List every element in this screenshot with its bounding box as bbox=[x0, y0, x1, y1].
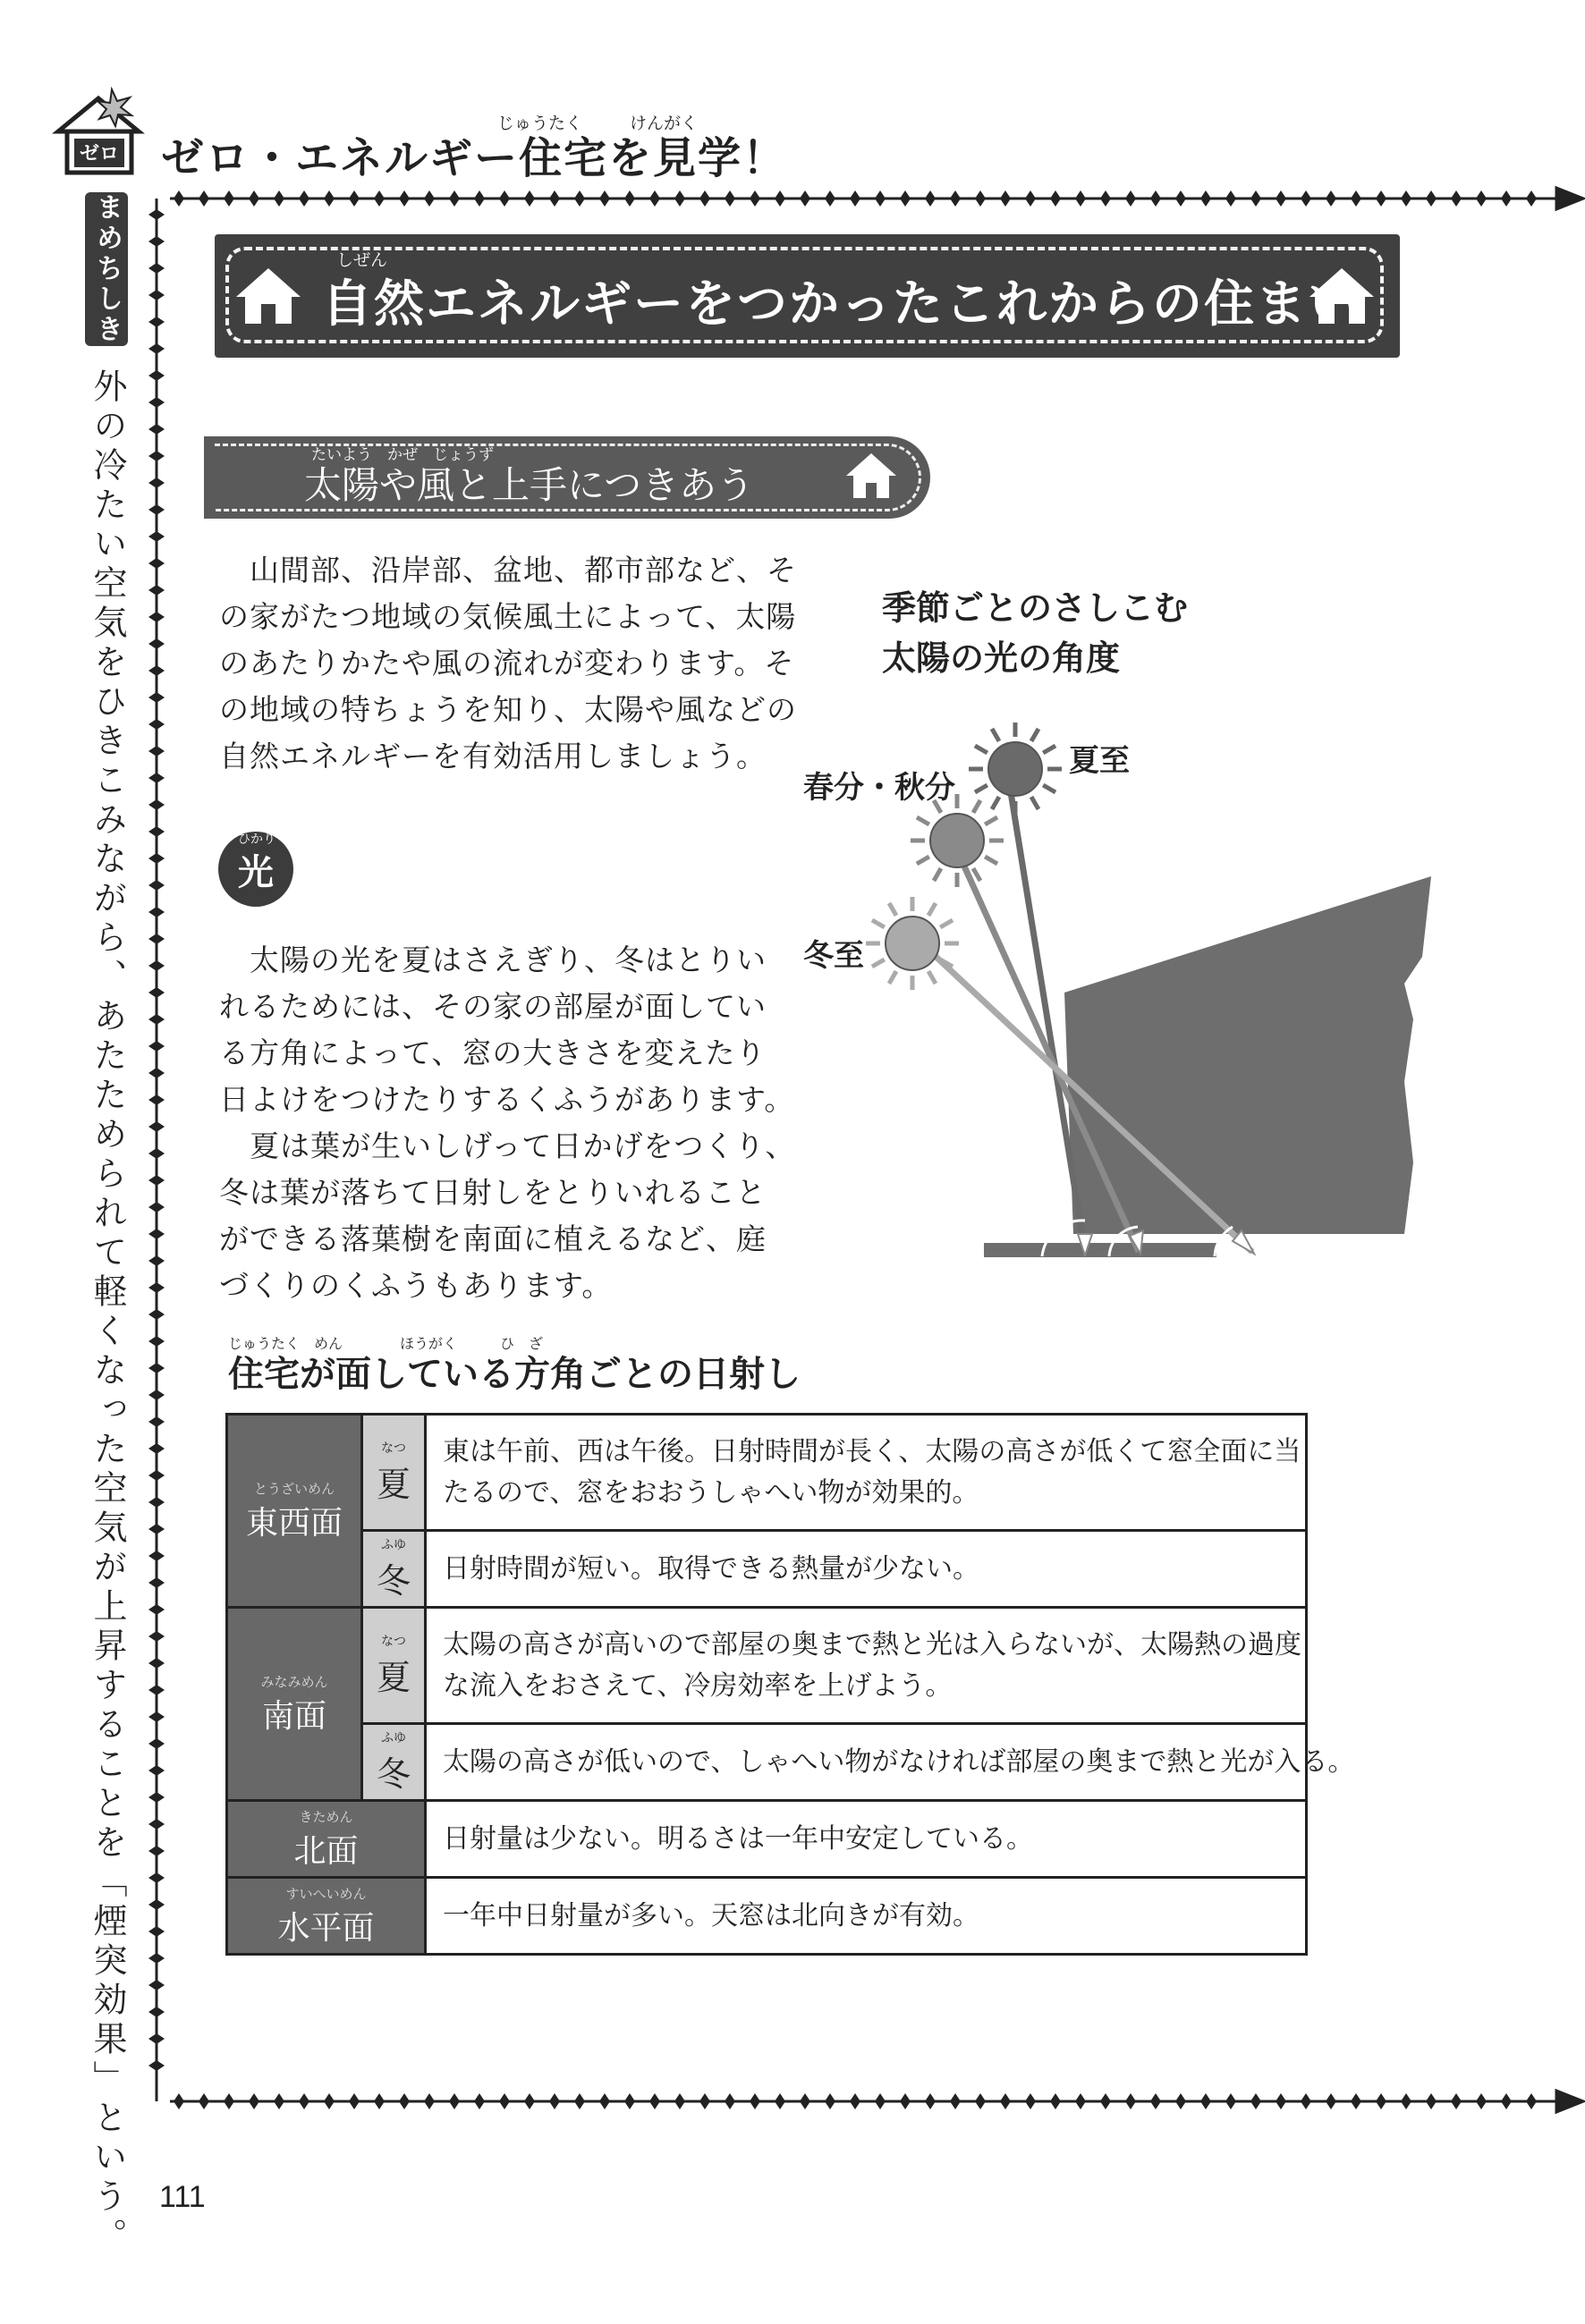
border-diamond bbox=[1050, 190, 1061, 207]
description-cell: 東は午前、西は午後。日射時間が長く、太陽の高さが低くて窓全面に当 たるので、窓をおおうしゃへい物が効果的。 bbox=[426, 1415, 1307, 1531]
season-cell-winter: ふゆ 冬 bbox=[362, 1724, 426, 1801]
border-diamond bbox=[549, 190, 560, 207]
border-diamond bbox=[1225, 2093, 1236, 2109]
border-diamond bbox=[925, 190, 936, 207]
border-diamond bbox=[1200, 2093, 1211, 2109]
table-row bbox=[227, 1531, 1307, 1608]
border-diamond bbox=[1050, 2093, 1061, 2109]
header-badge: ゼロ bbox=[79, 143, 120, 165]
light-line: 太陽の光を夏はさえぎり、冬はとりい bbox=[219, 942, 767, 977]
border-diamond bbox=[148, 2060, 165, 2071]
border-diamond bbox=[624, 2093, 635, 2109]
sun-ray bbox=[917, 857, 929, 864]
mamechishiki-tag: まめちしき bbox=[85, 192, 128, 346]
border-diamond bbox=[148, 692, 165, 703]
border-diamond bbox=[900, 190, 911, 207]
border-diamond bbox=[249, 190, 259, 207]
border-diamond bbox=[148, 1497, 165, 1508]
sun-ray bbox=[985, 817, 997, 824]
intro-line: の地域の特ちょうを知り、太陽や風などの bbox=[219, 692, 797, 727]
border-diamond bbox=[499, 2093, 510, 2109]
diagram-title-line-2: 太陽の光の角度 bbox=[882, 638, 1121, 678]
section-ruby: たいよう かぜ じょうず bbox=[311, 446, 494, 464]
sun-angle-diagram bbox=[787, 697, 1431, 1288]
border-diamond bbox=[399, 190, 410, 207]
border-diamond bbox=[474, 190, 485, 207]
border-diamond bbox=[900, 2093, 911, 2109]
border-diamond bbox=[1301, 2093, 1311, 2109]
border-diamond bbox=[148, 1094, 165, 1105]
border-diamond bbox=[1250, 190, 1261, 207]
border-diamond bbox=[148, 746, 165, 756]
diagram-title-line-1: 季節ごとのさしこむ bbox=[882, 588, 1189, 628]
border-diamond bbox=[349, 190, 360, 207]
light-paragraph bbox=[219, 937, 796, 1309]
border-diamond bbox=[1025, 2093, 1036, 2109]
border-diamond bbox=[374, 2093, 385, 2109]
border-diamond bbox=[624, 190, 635, 207]
sun-ray bbox=[1031, 797, 1038, 809]
border-diamond bbox=[775, 190, 785, 207]
border-diamond bbox=[1276, 190, 1286, 207]
sun-disc bbox=[930, 814, 984, 867]
border-diamond bbox=[148, 1819, 165, 1830]
border-diamond bbox=[1301, 190, 1311, 207]
sun-ray bbox=[917, 817, 929, 824]
border-diamond bbox=[1476, 190, 1487, 207]
border-diamond bbox=[349, 2093, 360, 2109]
border-diamond bbox=[1250, 2093, 1261, 2109]
sun-disc bbox=[988, 742, 1042, 796]
direction-cell-north: きためん 北面 bbox=[227, 1801, 426, 1878]
border-diamond bbox=[148, 1765, 165, 1776]
border-diamond bbox=[1100, 2093, 1111, 2109]
light-line: ができる落葉樹を南面に植えるなど、庭 bbox=[219, 1221, 767, 1256]
border-diamond bbox=[148, 370, 165, 381]
border-diamond bbox=[1100, 190, 1111, 207]
border-diamond bbox=[1175, 190, 1186, 207]
light-badge-ruby: ひかり bbox=[238, 832, 275, 847]
sun-disc bbox=[886, 917, 939, 970]
border-diamond bbox=[875, 2093, 886, 2109]
border-diamond bbox=[148, 504, 165, 515]
border-diamond bbox=[148, 263, 165, 274]
border-diamond bbox=[1150, 2093, 1161, 2109]
border-diamond bbox=[148, 1711, 165, 1722]
border-diamond bbox=[199, 2093, 209, 2109]
border-diamond bbox=[324, 2093, 335, 2109]
border-diamond bbox=[950, 190, 961, 207]
border-diamond bbox=[1501, 190, 1512, 207]
light-line: 夏は葉が生いしげって日かげをつくり、 bbox=[219, 1128, 796, 1163]
light-line: れるためには、その家の部屋が面してい bbox=[219, 989, 767, 1024]
border-diamond bbox=[148, 934, 165, 944]
label-summer-solstice: 夏至 bbox=[1069, 743, 1130, 779]
sun-ray bbox=[975, 785, 987, 792]
label-winter-solstice: 冬至 bbox=[803, 938, 864, 974]
border-diamond bbox=[674, 190, 685, 207]
description-cell: 太陽の高さが高いので部屋の奥まで熱と光は入らないが、太陽熱の過度 な流入をおさえて、冷房効率を上げよう。 bbox=[426, 1608, 1307, 1724]
table-row bbox=[227, 1724, 1307, 1801]
border-diamond bbox=[850, 190, 860, 207]
border-diamond bbox=[549, 2093, 560, 2109]
border-diamond bbox=[1401, 190, 1411, 207]
border-diamond bbox=[649, 2093, 660, 2109]
border-diamond bbox=[825, 2093, 835, 2109]
direction-cell-east-west: とうざいめん 東西面 bbox=[227, 1415, 362, 1608]
border-diamond bbox=[599, 190, 610, 207]
border-diamond bbox=[399, 2093, 410, 2109]
sun-ray bbox=[889, 903, 896, 916]
banner-title: 自然エネルギーをつかったこれからの住まい bbox=[322, 275, 1360, 334]
border-diamond bbox=[1225, 190, 1236, 207]
border-diamond bbox=[148, 1068, 165, 1078]
border-diamond bbox=[148, 638, 165, 649]
border-diamond bbox=[148, 1577, 165, 1588]
border-diamond bbox=[148, 1792, 165, 1803]
border-diamond bbox=[1150, 190, 1161, 207]
border-diamond bbox=[1175, 2093, 1186, 2109]
border-diamond bbox=[148, 1899, 165, 1910]
border-diamond bbox=[1476, 2093, 1487, 2109]
header-ruby-2: けんがく bbox=[630, 114, 699, 133]
border-diamond bbox=[148, 799, 165, 810]
table-row bbox=[227, 1608, 1307, 1724]
border-diamond bbox=[424, 2093, 435, 2109]
border-diamond bbox=[975, 190, 986, 207]
border-diamond bbox=[1000, 190, 1011, 207]
intro-paragraph bbox=[219, 547, 797, 780]
season-cell-summer: なつ 夏 bbox=[362, 1608, 426, 1724]
border-diamond bbox=[1125, 2093, 1136, 2109]
border-diamond bbox=[1025, 190, 1036, 207]
border-diamond bbox=[850, 2093, 860, 2109]
house-floor bbox=[984, 1243, 1216, 1257]
border-diamond bbox=[148, 1041, 165, 1052]
border-diamond bbox=[374, 190, 385, 207]
border-diamond bbox=[148, 1336, 165, 1347]
sun-ray bbox=[985, 857, 997, 864]
border-diamond bbox=[148, 1631, 165, 1642]
diagram-title bbox=[882, 583, 1188, 683]
border-diamond bbox=[449, 2093, 460, 2109]
border-diamond bbox=[649, 190, 660, 207]
border-diamond bbox=[148, 1738, 165, 1749]
border-diamond bbox=[148, 880, 165, 891]
border-diamond bbox=[148, 236, 165, 247]
border-diamond bbox=[324, 190, 335, 207]
border-diamond bbox=[800, 190, 810, 207]
border-diamond bbox=[148, 209, 165, 220]
table-title-ruby: じゅうたく めん ほうがく ひ ざ bbox=[228, 1335, 544, 1352]
direction-cell-horizontal: すいへいめん 水平面 bbox=[227, 1878, 426, 1955]
light-line: 冬は葉が落ちて日射しをとりいれること bbox=[219, 1175, 767, 1210]
table-title: 住宅が面している方角ごとの日射し bbox=[228, 1354, 801, 1395]
border-diamond bbox=[750, 2093, 760, 2109]
border-diamond bbox=[148, 987, 165, 998]
description-cell: 太陽の高さが低いので、しゃへい物がなければ部屋の奥まで熱と光が入る。 bbox=[426, 1724, 1307, 1801]
border-diamond bbox=[148, 1524, 165, 1534]
house-silhouette bbox=[1064, 876, 1431, 1234]
border-diamond bbox=[1426, 190, 1437, 207]
border-diamond bbox=[524, 190, 535, 207]
sun-ray bbox=[940, 920, 953, 927]
border-diamond bbox=[148, 1604, 165, 1615]
border-diamond bbox=[148, 1551, 165, 1561]
border-diamond bbox=[148, 290, 165, 300]
border-diamond bbox=[148, 1470, 165, 1481]
border-diamond bbox=[1376, 2093, 1386, 2109]
border-diamond bbox=[148, 343, 165, 354]
border-diamond bbox=[148, 1416, 165, 1427]
season-cell-summer: なつ 夏 bbox=[362, 1415, 426, 1531]
border-diamond bbox=[1000, 2093, 1011, 2109]
border-diamond bbox=[299, 190, 309, 207]
border-diamond bbox=[975, 2093, 986, 2109]
border-diamond bbox=[274, 190, 284, 207]
border-diamond bbox=[148, 1846, 165, 1856]
border-diamond bbox=[148, 853, 165, 864]
border-diamond bbox=[1075, 190, 1086, 207]
border-diamond bbox=[950, 2093, 961, 2109]
border-diamond bbox=[148, 1926, 165, 1937]
sun-ray bbox=[928, 903, 936, 916]
border-diamond bbox=[1326, 2093, 1336, 2109]
border-diamond bbox=[148, 558, 165, 569]
sun-ray bbox=[975, 746, 987, 753]
sun-ray bbox=[928, 971, 936, 984]
border-diamond bbox=[1326, 190, 1336, 207]
border-diamond bbox=[1401, 2093, 1411, 2109]
border-diamond bbox=[725, 2093, 735, 2109]
sun-ray bbox=[992, 729, 999, 741]
border-diamond bbox=[499, 190, 510, 207]
sidebar-tip-text: 外の冷たい空気をひきこみながら、あたためられて軽くなった空気が上昇することを「煙突効果」という。 bbox=[88, 368, 127, 2257]
border-diamond bbox=[274, 2093, 284, 2109]
table-row bbox=[227, 1878, 1307, 1955]
sun-ray bbox=[1031, 729, 1038, 741]
border-diamond bbox=[174, 2093, 184, 2109]
border-diamond bbox=[148, 451, 165, 461]
border-diamond bbox=[148, 960, 165, 971]
border-diamond bbox=[148, 773, 165, 783]
house-icon-left bbox=[234, 265, 302, 327]
border-diamond bbox=[148, 1121, 165, 1132]
border-diamond bbox=[825, 190, 835, 207]
border-diamond bbox=[524, 2093, 535, 2109]
border-diamond bbox=[148, 2033, 165, 2044]
sun-ray bbox=[973, 868, 980, 881]
border-diamond bbox=[148, 1175, 165, 1186]
season-cell-winter: ふゆ 冬 bbox=[362, 1531, 426, 1608]
border-diamond bbox=[148, 477, 165, 488]
border-diamond bbox=[224, 190, 234, 207]
border-diamond bbox=[699, 2093, 710, 2109]
border-diamond bbox=[148, 1390, 165, 1400]
light-line: 日よけをつけたりするくふうがあります。 bbox=[219, 1082, 795, 1117]
border-diamond bbox=[875, 190, 886, 207]
border-diamond bbox=[1526, 2093, 1537, 2109]
border-diamond bbox=[1501, 2093, 1512, 2109]
table-row bbox=[227, 1801, 1307, 1878]
sun-ray bbox=[992, 797, 999, 809]
border-diamond bbox=[1125, 190, 1136, 207]
border-diamond bbox=[699, 190, 710, 207]
sun-ray bbox=[934, 868, 941, 881]
border-diamond bbox=[249, 2093, 259, 2109]
border-diamond bbox=[148, 1953, 165, 1964]
border-diamond bbox=[199, 190, 209, 207]
light-line: る方角によって、窓の大きさを変えたり bbox=[219, 1035, 767, 1070]
border-diamond bbox=[474, 2093, 485, 2109]
border-diamond bbox=[1200, 190, 1211, 207]
border-diamond bbox=[599, 2093, 610, 2109]
border-diamond bbox=[148, 1148, 165, 1159]
border-diamond bbox=[299, 2093, 309, 2109]
border-diamond bbox=[148, 1255, 165, 1266]
border-diamond bbox=[174, 190, 184, 207]
border-diamond bbox=[148, 1282, 165, 1293]
border-diamond bbox=[148, 1014, 165, 1025]
section-title: 太陽や風と上手につきあう bbox=[304, 463, 755, 507]
intro-line: 自然エネルギーを有効活用しましょう。 bbox=[219, 739, 767, 773]
sun-ray bbox=[889, 971, 896, 984]
sun-ray bbox=[973, 800, 980, 813]
border-diamond bbox=[148, 1872, 165, 1883]
intro-line: 山間部、沿岸部、盆地、都市部など、そ bbox=[219, 553, 797, 587]
light-badge: 光 bbox=[218, 832, 293, 907]
sun-ray bbox=[1043, 746, 1055, 753]
border-diamond bbox=[148, 1363, 165, 1373]
border-diamond bbox=[750, 190, 760, 207]
border-diamond bbox=[1426, 2093, 1437, 2109]
border-diamond bbox=[1276, 2093, 1286, 2109]
border-diamond bbox=[1451, 2093, 1462, 2109]
border-diamond bbox=[1526, 190, 1537, 207]
border-diamond bbox=[148, 585, 165, 596]
border-diamond bbox=[224, 2093, 234, 2109]
border-diamond bbox=[148, 397, 165, 408]
border-diamond bbox=[1376, 190, 1386, 207]
sun-ray bbox=[1043, 785, 1055, 792]
border-diamond bbox=[148, 665, 165, 676]
border-diamond bbox=[925, 2093, 936, 2109]
border-diamond bbox=[148, 2007, 165, 2017]
border-diamond bbox=[148, 612, 165, 622]
border-diamond bbox=[574, 190, 585, 207]
section-house-icon bbox=[844, 451, 898, 501]
border-diamond bbox=[1351, 2093, 1361, 2109]
intro-line: の家がたつ地域の気候風土によって、太陽 bbox=[219, 599, 797, 634]
banner-ruby: しぜん bbox=[336, 250, 388, 270]
label-equinox: 春分・秋分 bbox=[803, 770, 955, 806]
equinox-sun-icon bbox=[911, 794, 1004, 887]
border-diamond bbox=[148, 907, 165, 917]
border-diamond bbox=[1451, 190, 1462, 207]
border-diamond bbox=[148, 531, 165, 542]
description-cell: 日射量は少ない。明るさは一年中安定している。 bbox=[426, 1801, 1307, 1878]
header-ruby-1: じゅうたく bbox=[497, 114, 583, 133]
border-diamond bbox=[148, 1202, 165, 1213]
border-diamond bbox=[148, 1980, 165, 1990]
sun-ray bbox=[872, 959, 885, 967]
border-diamond bbox=[148, 1658, 165, 1669]
border-diamond bbox=[449, 190, 460, 207]
page-header-title: ゼロ・エネルギー住宅を見学！ bbox=[161, 133, 788, 183]
border-diamond bbox=[424, 190, 435, 207]
description-cell: 日射時間が短い。取得できる熱量が少ない。 bbox=[426, 1531, 1307, 1608]
sunlight-by-direction-table bbox=[225, 1413, 1355, 1956]
page-number: 111 bbox=[159, 2180, 206, 2214]
border-diamond bbox=[574, 2093, 585, 2109]
border-diamond bbox=[800, 2093, 810, 2109]
sun-ray bbox=[872, 920, 885, 927]
border-diamond bbox=[148, 424, 165, 435]
border-diamond bbox=[148, 1229, 165, 1239]
border-diamond bbox=[674, 2093, 685, 2109]
summer-sun-icon bbox=[969, 723, 1062, 816]
border-diamond bbox=[725, 190, 735, 207]
light-line: づくりのくふうもあります。 bbox=[219, 1268, 613, 1303]
border-diamond bbox=[148, 317, 165, 327]
border-diamond bbox=[148, 719, 165, 730]
winter-sun-icon bbox=[866, 897, 959, 990]
table-row bbox=[227, 1415, 1307, 1531]
house-logo-icon bbox=[49, 85, 148, 183]
border-diamond bbox=[148, 1443, 165, 1454]
description-cell: 一年中日射量が多い。天窓は北向きが有効。 bbox=[426, 1878, 1307, 1955]
border-diamond bbox=[775, 2093, 785, 2109]
direction-cell-south: みなみめん 南面 bbox=[227, 1608, 362, 1801]
intro-line: のあたりかたや風の流れが変わります。そ bbox=[219, 646, 795, 680]
border-diamond bbox=[1351, 190, 1361, 207]
border-diamond bbox=[148, 1309, 165, 1320]
border-diamond bbox=[148, 826, 165, 837]
border-diamond bbox=[148, 1685, 165, 1695]
border-diamond bbox=[1075, 2093, 1086, 2109]
